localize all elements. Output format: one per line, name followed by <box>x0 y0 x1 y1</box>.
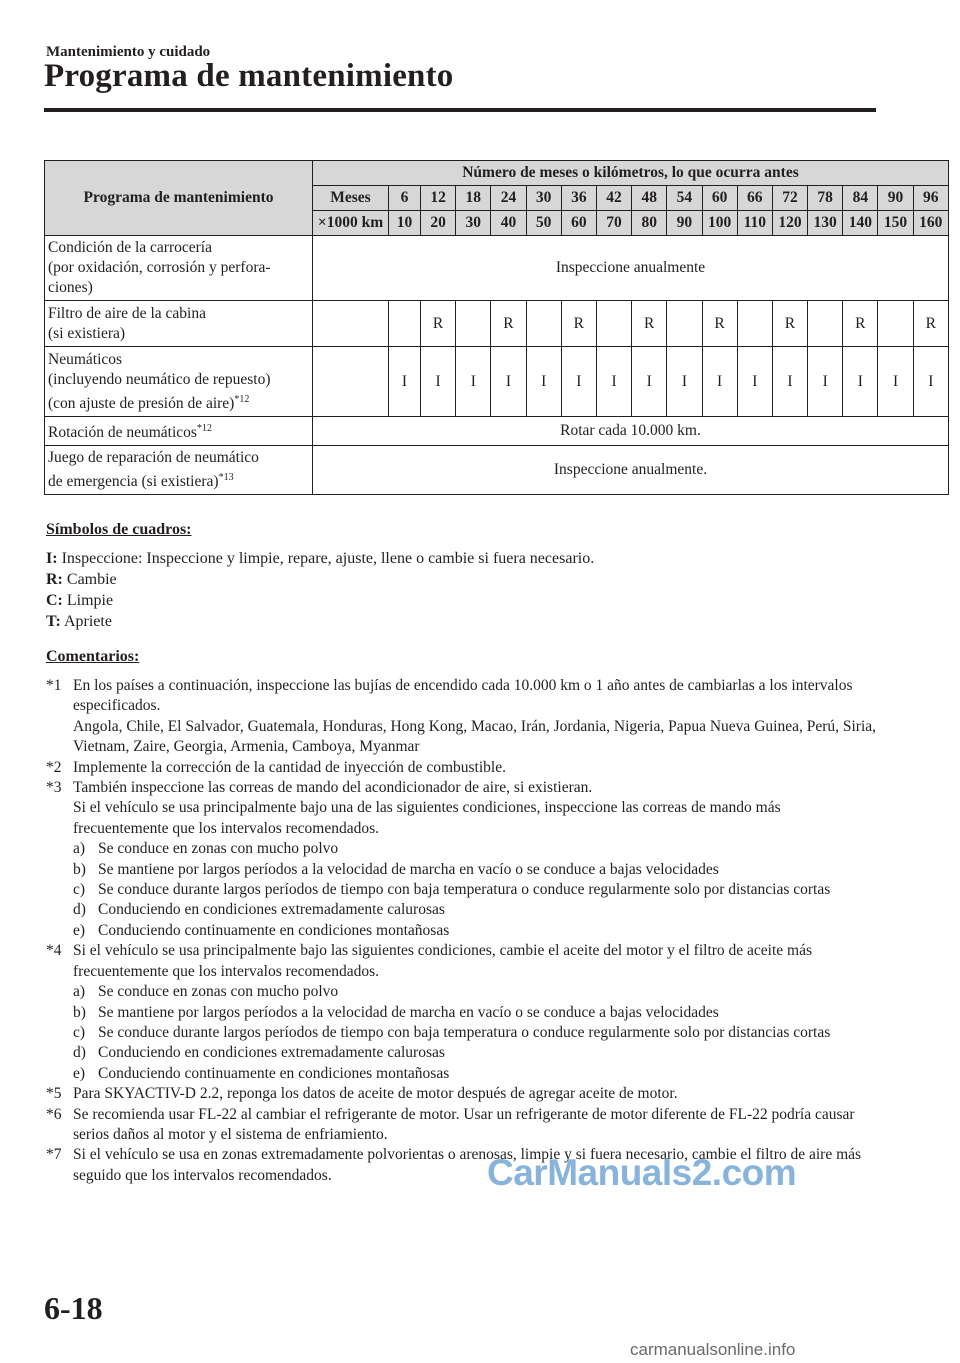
symbol-text: Limpie <box>66 592 114 609</box>
table-row <box>45 236 949 301</box>
km-cell: 60 <box>561 211 596 236</box>
footnote-ref: *13 <box>218 472 234 483</box>
title-rule <box>44 108 876 112</box>
note-item <box>46 1105 876 1146</box>
note-line: Para SKYACTIV-D 2.2, reponga los datos de aceite de motor después de agregar aceite de motor. <box>73 1085 678 1103</box>
symbol-item <box>46 590 594 611</box>
km-cell: 150 <box>878 211 913 236</box>
note-sub-text: Se mantiene por largos períodos a la velocidad de marcha en vacío o se conduce a bajas velocidades <box>98 860 719 878</box>
note-sub-text: Se conduce en zonas con mucho polvo <box>98 983 339 1001</box>
note-sub-text: Se mantiene por largos períodos a la velocidad de marcha en vacío o se conduce a bajas velocidades <box>98 1003 719 1021</box>
note-item <box>46 941 876 1084</box>
note-number: *3 <box>46 779 62 797</box>
months-cell: 6 <box>389 186 421 211</box>
months-cell: 84 <box>843 186 878 211</box>
note-sub-item <box>73 839 876 859</box>
table-row <box>45 446 949 495</box>
footnote-ref: *12 <box>196 423 212 434</box>
schedule-cell: R <box>843 301 878 347</box>
schedule-cell <box>456 301 491 347</box>
note-sub-text: Se conduce durante largos períodos de tiempo con baja temperatura o conduce regularmente solo por distancias cortas <box>98 1023 831 1041</box>
blank-cell <box>313 301 389 347</box>
item-text: (si existiera) <box>48 324 126 342</box>
note-number: *7 <box>46 1146 62 1164</box>
note-body <box>73 941 876 1084</box>
months-cell: 42 <box>596 186 631 211</box>
note-line: Si el vehículo se usa en zonas extremadamente polvorientas o arenosas, limpie y si fuera necesario, cambie el filtro de aire más seguido que los intervalos recomendados. <box>73 1146 862 1184</box>
symbol-key: C: <box>46 592 63 609</box>
item-text: (por oxidación, corrosión y perfora- <box>48 259 271 276</box>
interval-span-header: Número de meses o kilómetros, lo que ocurra antes <box>313 161 949 186</box>
item-text: de emergencia (si existiera) <box>48 473 219 490</box>
comments-heading: Comentarios: <box>46 648 140 665</box>
months-cell: 30 <box>526 186 561 211</box>
schedule-cell <box>737 301 772 347</box>
item-text: Neumáticos <box>48 350 123 368</box>
note-sub-text: Conduciendo continuamente en condiciones montañosas <box>98 1064 450 1082</box>
note-body <box>73 1084 876 1104</box>
maintenance-schedule-table <box>44 160 949 495</box>
note-sub-item <box>73 1064 876 1084</box>
km-cell: 120 <box>772 211 807 236</box>
schedule-cell: I <box>561 347 596 417</box>
note-sub-item <box>73 1003 876 1023</box>
schedule-cell <box>389 301 421 347</box>
note-sub-item <box>73 880 876 900</box>
symbol-text: Cambie <box>66 571 117 588</box>
note-line: Implemente la corrección de la cantidad de inyección de combustible. <box>73 758 506 776</box>
note-line: Si el vehículo se usa principalmente bajo una de las siguientes condiciones, inspeccione las correas de mando más frecuentemente que los intervalos recomendados. <box>73 799 781 837</box>
symbol-item <box>46 611 594 632</box>
note-line: Se recomienda usar FL-22 al cambiar el refrigerante de motor. Usar un refrigerante de motor diferente de FL-22 podría causar serios daños al motor y el sistema de enfriamiento. <box>73 1105 855 1143</box>
note-sub-letter: d) <box>73 1044 86 1062</box>
schedule-cell <box>596 301 631 347</box>
note-sub-letter: b) <box>73 860 86 878</box>
schedule-cell: R <box>772 301 807 347</box>
km-cell: 70 <box>596 211 631 236</box>
schedule-cell: I <box>491 347 526 417</box>
comments-list <box>46 676 876 1186</box>
watermark-logo: CarManuals2.com <box>487 1152 797 1193</box>
note-sub-item <box>73 900 876 920</box>
months-cell: 90 <box>878 186 913 211</box>
table-row <box>45 301 949 347</box>
note-item <box>46 676 876 758</box>
symbols-heading: Símbolos de cuadros: <box>46 521 192 538</box>
page-number: 6-18 <box>44 1290 103 1326</box>
note-sub-item <box>73 1043 876 1063</box>
schedule-cell: R <box>561 301 596 347</box>
span-cell: Rotar cada 10.000 km. <box>313 417 949 446</box>
schedule-cell: I <box>389 347 421 417</box>
note-sub-text: Conduciendo continuamente en condiciones montañosas <box>98 921 450 939</box>
note-line: También inspeccione las correas de mando del acondicionador de aire, si existieran. <box>73 779 593 797</box>
table-header-row <box>45 161 949 186</box>
symbol-key: T: <box>46 613 61 630</box>
note-number: *4 <box>46 942 62 960</box>
schedule-cell: I <box>843 347 878 417</box>
item-cell <box>45 446 313 495</box>
span-cell: Inspeccione anualmente. <box>313 446 949 495</box>
item-text: ciones) <box>48 279 93 296</box>
note-number: *6 <box>46 1105 62 1123</box>
note-body <box>73 676 876 758</box>
note-body <box>73 758 876 778</box>
km-cell: 50 <box>526 211 561 236</box>
note-line: En los países a continuación, inspeccione las bujías de encendido cada 10.000 km o 1 año antes de cambiarlas a los intervalos especificados. <box>73 677 853 715</box>
schedule-cell <box>526 301 561 347</box>
note-sub-letter: d) <box>73 901 86 919</box>
schedule-cell <box>808 301 843 347</box>
months-cell: 36 <box>561 186 596 211</box>
note-number: *5 <box>46 1085 62 1103</box>
km-cell: 20 <box>421 211 456 236</box>
symbol-key: I: <box>46 550 58 567</box>
months-cell: 60 <box>702 186 737 211</box>
symbol-key: R: <box>46 571 63 588</box>
note-sub-letter: c) <box>73 881 86 899</box>
km-cell: 160 <box>913 211 948 236</box>
note-number: *2 <box>46 758 62 776</box>
schedule-cell: I <box>526 347 561 417</box>
note-sub-text: Se conduce durante largos períodos de tiempo con baja temperatura o conduce regularmente solo por distancias cortas <box>98 881 831 899</box>
note-item <box>46 1084 876 1104</box>
schedule-cell: I <box>456 347 491 417</box>
note-sub-item <box>73 982 876 1002</box>
table-corner-label: Programa de mantenimiento <box>45 161 313 236</box>
item-cell <box>45 347 313 417</box>
symbol-text: Apriete <box>63 613 112 630</box>
note-sub-text: Conduciendo en condiciones extremadamente calurosas <box>98 901 445 919</box>
span-cell: Inspeccione anualmente <box>313 236 949 301</box>
note-sub-text: Conduciendo en condiciones extremadamente calurosas <box>98 1044 445 1062</box>
table-row <box>45 347 949 417</box>
note-number: *1 <box>46 677 62 694</box>
blank-cell <box>313 347 389 417</box>
schedule-cell: I <box>878 347 913 417</box>
months-cell: 54 <box>667 186 702 211</box>
note-sub-item <box>73 921 876 941</box>
symbols-list <box>46 548 594 632</box>
schedule-cell: R <box>702 301 737 347</box>
item-text: (con ajuste de presión de aire) <box>48 394 235 412</box>
months-cell: 48 <box>632 186 667 211</box>
note-sub-item <box>73 860 876 880</box>
schedule-cell: R <box>491 301 526 347</box>
note-item <box>46 778 876 941</box>
km-label: ×1000 km <box>313 211 389 236</box>
schedule-cell: I <box>913 347 948 417</box>
km-cell: 90 <box>667 211 702 236</box>
note-sub-letter: e) <box>73 921 86 939</box>
km-cell: 110 <box>737 211 772 236</box>
km-cell: 130 <box>808 211 843 236</box>
schedule-cell: R <box>421 301 456 347</box>
schedule-cell <box>667 301 702 347</box>
item-cell <box>45 236 313 301</box>
note-sub-text: Se conduce en zonas con mucho polvo <box>98 840 339 858</box>
table-row <box>45 417 949 446</box>
months-cell: 66 <box>737 186 772 211</box>
schedule-cell: I <box>667 347 702 417</box>
schedule-cell: I <box>632 347 667 417</box>
note-sub-letter: a) <box>73 983 86 1001</box>
months-cell: 12 <box>421 186 456 211</box>
item-text: Juego de reparación de neumático <box>48 449 259 466</box>
item-text: Filtro de aire de la cabina <box>48 304 206 322</box>
schedule-cell: I <box>596 347 631 417</box>
symbol-text: Inspeccione: Inspeccione y limpie, repare, ajuste, llene o cambie si fuera necesario. <box>61 550 595 567</box>
schedule-cell: I <box>772 347 807 417</box>
symbol-item <box>46 548 594 569</box>
months-cell: 78 <box>808 186 843 211</box>
months-label: Meses <box>313 186 389 211</box>
note-body <box>73 778 876 941</box>
item-text: Rotación de neumáticos <box>48 424 197 441</box>
note-body <box>73 1105 876 1146</box>
schedule-cell: I <box>808 347 843 417</box>
months-cell: 24 <box>491 186 526 211</box>
schedule-cell: I <box>702 347 737 417</box>
km-cell: 30 <box>456 211 491 236</box>
item-text: Condición de la carrocería <box>48 239 212 256</box>
item-text: (incluyendo neumático de repuesto) <box>48 370 271 388</box>
months-cell: 18 <box>456 186 491 211</box>
km-cell: 100 <box>702 211 737 236</box>
item-cell <box>45 301 313 347</box>
schedule-cell: R <box>632 301 667 347</box>
item-cell <box>45 417 313 446</box>
note-sub-letter: c) <box>73 1023 86 1041</box>
note-line: Angola, Chile, El Salvador, Guatemala, Honduras, Hong Kong, Macao, Irán, Jordania, Nigeria, Papua Nueva Guinea, Perú, Siria, Vietnam, Zaire, Georgia, Armenia, Camboya, Myanmar <box>73 717 877 756</box>
km-cell: 10 <box>389 211 421 236</box>
months-cell: 72 <box>772 186 807 211</box>
note-line: Si el vehículo se usa principalmente bajo las siguientes condiciones, cambie el aceite del motor y el filtro de aceite más frecuentemente que los intervalos recomendados. <box>73 942 813 980</box>
page-title: Programa de mantenimiento <box>44 58 454 94</box>
note-sub-letter: b) <box>73 1003 86 1021</box>
schedule-cell: R <box>913 301 948 347</box>
months-cell: 96 <box>913 186 948 211</box>
section-label: Mantenimiento y cuidado <box>46 44 211 60</box>
km-cell: 80 <box>632 211 667 236</box>
km-cell: 40 <box>491 211 526 236</box>
note-item <box>46 758 876 778</box>
note-sub-item <box>73 1023 876 1043</box>
note-sub-letter: e) <box>73 1064 86 1082</box>
km-cell: 140 <box>843 211 878 236</box>
note-sub-letter: a) <box>73 840 86 858</box>
footer-site: carmanualsonline.info <box>630 1340 796 1359</box>
schedule-cell <box>878 301 913 347</box>
footnote-ref: *12 <box>234 393 250 405</box>
schedule-cell: I <box>421 347 456 417</box>
symbol-item <box>46 569 594 590</box>
schedule-cell: I <box>737 347 772 417</box>
